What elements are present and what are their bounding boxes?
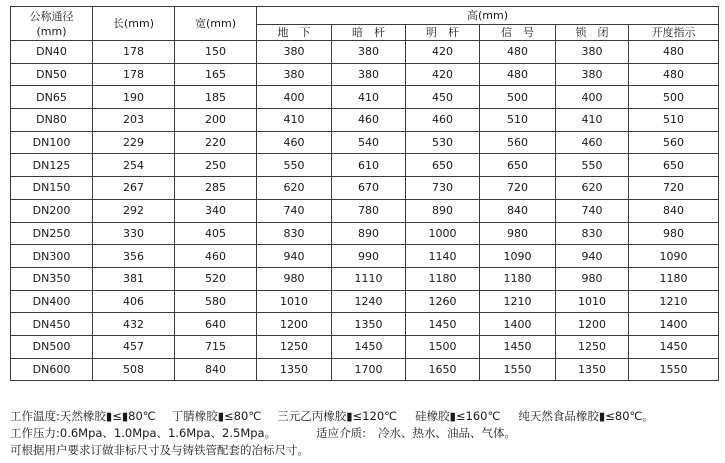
- length-cell: 508: [93, 358, 175, 381]
- width-cell: 165: [175, 63, 257, 86]
- height-concealed-stem-cell: 540: [332, 131, 406, 154]
- pressure-label: 工作压力:: [10, 426, 60, 440]
- height-concealed-stem-cell: 410: [332, 86, 406, 109]
- header-nominal-diameter: 公称通径 (mm): [11, 7, 93, 41]
- height-rising-stem-cell: 460: [406, 109, 480, 132]
- height-opening-indicator-cell: 980: [629, 222, 719, 245]
- nominal-diameter-cell: DN125: [11, 154, 93, 177]
- height-concealed-stem-cell: 1240: [332, 290, 406, 313]
- nominal-diameter-cell: DN300: [11, 245, 93, 268]
- height-rising-stem-cell: 1450: [406, 313, 480, 336]
- height-concealed-stem-cell: 380: [332, 41, 406, 64]
- width-cell: 250: [175, 154, 257, 177]
- height-signal-cell: 980: [480, 222, 556, 245]
- height-underground-cell: 380: [257, 63, 332, 86]
- height-signal-cell: 1450: [480, 335, 556, 358]
- table-row: [11, 245, 719, 268]
- height-locking-cell: 380: [556, 63, 629, 86]
- height-underground-cell: 740: [257, 199, 332, 222]
- nominal-diameter-cell: DN65: [11, 86, 93, 109]
- height-underground-cell: 550: [257, 154, 332, 177]
- height-rising-stem-cell: 1140: [406, 245, 480, 268]
- height-concealed-stem-cell: 1350: [332, 313, 406, 336]
- nominal-diameter-cell: DN40: [11, 41, 93, 64]
- height-opening-indicator-cell: 1450: [629, 335, 719, 358]
- header-height-rising-stem: 明 杆: [406, 25, 480, 41]
- height-underground-cell: 1250: [257, 335, 332, 358]
- height-signal-cell: 720: [480, 177, 556, 200]
- temperature-nitrile-rubber: 丁腈橡胶▮≤80℃: [171, 409, 262, 423]
- height-underground-cell: 980: [257, 267, 332, 290]
- height-rising-stem-cell: 730: [406, 177, 480, 200]
- width-cell: 715: [175, 335, 257, 358]
- height-underground-cell: 460: [257, 131, 332, 154]
- height-underground-cell: 1010: [257, 290, 332, 313]
- height-concealed-stem-cell: 990: [332, 245, 406, 268]
- header-height-underground: 地 下: [257, 25, 332, 41]
- height-rising-stem-cell: 530: [406, 131, 480, 154]
- height-underground-cell: 380: [257, 41, 332, 64]
- length-cell: 203: [93, 109, 175, 132]
- height-concealed-stem-cell: 1450: [332, 335, 406, 358]
- nominal-diameter-cell: DN80: [11, 109, 93, 132]
- height-rising-stem-cell: 450: [406, 86, 480, 109]
- height-locking-cell: 1010: [556, 290, 629, 313]
- header-height-signal: 信 号: [480, 25, 556, 41]
- height-locking-cell: 380: [556, 41, 629, 64]
- height-opening-indicator-cell: 500: [629, 86, 719, 109]
- height-locking-cell: 980: [556, 267, 629, 290]
- height-opening-indicator-cell: 1210: [629, 290, 719, 313]
- height-rising-stem-cell: 1180: [406, 267, 480, 290]
- height-opening-indicator-cell: 840: [629, 199, 719, 222]
- working-temperature-line: [10, 408, 720, 425]
- height-locking-cell: 460: [556, 131, 629, 154]
- length-cell: 292: [93, 199, 175, 222]
- temperature-food-rubber: 纯天然食品橡胶▮≤80℃。: [518, 409, 654, 423]
- height-signal-cell: 480: [480, 63, 556, 86]
- length-cell: 406: [93, 290, 175, 313]
- height-locking-cell: 550: [556, 154, 629, 177]
- table-row: [11, 267, 719, 290]
- height-signal-cell: 1090: [480, 245, 556, 268]
- height-signal-cell: 480: [480, 41, 556, 64]
- header-height-opening-indicator: 开度指示: [629, 25, 719, 41]
- table-row: [11, 290, 719, 313]
- height-signal-cell: 560: [480, 131, 556, 154]
- height-rising-stem-cell: 890: [406, 199, 480, 222]
- height-concealed-stem-cell: 780: [332, 199, 406, 222]
- height-opening-indicator-cell: 560: [629, 131, 719, 154]
- height-underground-cell: 620: [257, 177, 332, 200]
- length-cell: 190: [93, 86, 175, 109]
- table-row: [11, 358, 719, 381]
- width-cell: 640: [175, 313, 257, 336]
- notes-block: [10, 408, 720, 459]
- height-rising-stem-cell: 1650: [406, 358, 480, 381]
- length-cell: 356: [93, 245, 175, 268]
- height-underground-cell: 830: [257, 222, 332, 245]
- table-row: [11, 63, 719, 86]
- header-height-group: 高(mm): [257, 7, 719, 25]
- height-opening-indicator-cell: 1180: [629, 267, 719, 290]
- height-locking-cell: 400: [556, 86, 629, 109]
- temperature-label: 工作温度:: [10, 409, 60, 423]
- custom-size-note: 可根据用户要求订做非标尺寸及与铸铁管配套的冶标尺寸。: [10, 443, 309, 457]
- height-rising-stem-cell: 420: [406, 41, 480, 64]
- table-row: [11, 131, 719, 154]
- width-cell: 285: [175, 177, 257, 200]
- header-height-locking: 锁 闭: [556, 25, 629, 41]
- nominal-diameter-cell: DN600: [11, 358, 93, 381]
- medium-values: 冷水、热水、油品、气体。: [377, 426, 516, 440]
- height-locking-cell: 1250: [556, 335, 629, 358]
- pressure-values: 0.6Mpa、1.0Mpa、1.6Mpa、2.5Mpa。: [59, 426, 277, 440]
- width-cell: 580: [175, 290, 257, 313]
- height-rising-stem-cell: 420: [406, 63, 480, 86]
- height-locking-cell: 620: [556, 177, 629, 200]
- height-opening-indicator-cell: 650: [629, 154, 719, 177]
- height-signal-cell: 1210: [480, 290, 556, 313]
- height-rising-stem-cell: 1000: [406, 222, 480, 245]
- table-row: [11, 177, 719, 200]
- table-row: [11, 199, 719, 222]
- height-signal-cell: 510: [480, 109, 556, 132]
- length-cell: 432: [93, 313, 175, 336]
- length-cell: 178: [93, 63, 175, 86]
- length-cell: 381: [93, 267, 175, 290]
- width-cell: 460: [175, 245, 257, 268]
- nominal-diameter-cell: DN250: [11, 222, 93, 245]
- height-underground-cell: 400: [257, 86, 332, 109]
- width-cell: 185: [175, 86, 257, 109]
- height-signal-cell: 500: [480, 86, 556, 109]
- width-cell: 220: [175, 131, 257, 154]
- height-signal-cell: 650: [480, 154, 556, 177]
- height-underground-cell: 1200: [257, 313, 332, 336]
- length-cell: 267: [93, 177, 175, 200]
- nominal-diameter-cell: DN100: [11, 131, 93, 154]
- width-cell: 520: [175, 267, 257, 290]
- height-opening-indicator-cell: 1090: [629, 245, 719, 268]
- width-cell: 150: [175, 41, 257, 64]
- nominal-diameter-cell: DN450: [11, 313, 93, 336]
- height-concealed-stem-cell: 1110: [332, 267, 406, 290]
- height-signal-cell: 1550: [480, 358, 556, 381]
- table-row: [11, 41, 719, 64]
- length-cell: 254: [93, 154, 175, 177]
- nominal-diameter-cell: DN400: [11, 290, 93, 313]
- table-row: [11, 313, 719, 336]
- height-concealed-stem-cell: 460: [332, 109, 406, 132]
- length-cell: 457: [93, 335, 175, 358]
- height-rising-stem-cell: 650: [406, 154, 480, 177]
- height-concealed-stem-cell: 610: [332, 154, 406, 177]
- nominal-diameter-cell: DN200: [11, 199, 93, 222]
- header-height-concealed-stem: 暗 杆: [332, 25, 406, 41]
- table-row: [11, 335, 719, 358]
- table-row: [11, 109, 719, 132]
- height-locking-cell: 740: [556, 199, 629, 222]
- height-opening-indicator-cell: 480: [629, 41, 719, 64]
- height-signal-cell: 1400: [480, 313, 556, 336]
- height-opening-indicator-cell: 720: [629, 177, 719, 200]
- width-cell: 405: [175, 222, 257, 245]
- temperature-natural-rubber: 天然橡胶▮≤▮80℃: [59, 409, 156, 423]
- height-opening-indicator-cell: 1550: [629, 358, 719, 381]
- header-width: 宽(mm): [175, 7, 257, 41]
- table-row: [11, 222, 719, 245]
- nominal-diameter-cell: DN500: [11, 335, 93, 358]
- width-cell: 200: [175, 109, 257, 132]
- length-cell: 229: [93, 131, 175, 154]
- working-pressure-line: [10, 425, 720, 442]
- height-concealed-stem-cell: 380: [332, 63, 406, 86]
- height-opening-indicator-cell: 510: [629, 109, 719, 132]
- height-locking-cell: 940: [556, 245, 629, 268]
- nominal-diameter-cell: DN50: [11, 63, 93, 86]
- table-row: [11, 86, 719, 109]
- height-signal-cell: 840: [480, 199, 556, 222]
- height-opening-indicator-cell: 1400: [629, 313, 719, 336]
- height-underground-cell: 1350: [257, 358, 332, 381]
- width-cell: 340: [175, 199, 257, 222]
- height-concealed-stem-cell: 670: [332, 177, 406, 200]
- nominal-diameter-cell: DN350: [11, 267, 93, 290]
- medium-label: 适应介质:: [316, 426, 366, 440]
- length-cell: 330: [93, 222, 175, 245]
- height-locking-cell: 830: [556, 222, 629, 245]
- height-concealed-stem-cell: 890: [332, 222, 406, 245]
- height-locking-cell: 410: [556, 109, 629, 132]
- height-locking-cell: 1200: [556, 313, 629, 336]
- height-locking-cell: 1350: [556, 358, 629, 381]
- height-opening-indicator-cell: 480: [629, 63, 719, 86]
- nominal-diameter-cell: DN150: [11, 177, 93, 200]
- height-concealed-stem-cell: 1700: [332, 358, 406, 381]
- width-cell: 840: [175, 358, 257, 381]
- height-rising-stem-cell: 1260: [406, 290, 480, 313]
- table-row: [11, 154, 719, 177]
- dimension-table: [10, 6, 719, 381]
- height-signal-cell: 1180: [480, 267, 556, 290]
- height-rising-stem-cell: 1500: [406, 335, 480, 358]
- length-cell: 178: [93, 41, 175, 64]
- height-underground-cell: 410: [257, 109, 332, 132]
- temperature-epdm-rubber: 三元乙丙橡胶▮≤120℃: [277, 409, 398, 423]
- height-underground-cell: 940: [257, 245, 332, 268]
- header-length: 长(mm): [93, 7, 175, 41]
- temperature-silicone-rubber: 硅橡胶▮≤160℃: [415, 409, 501, 423]
